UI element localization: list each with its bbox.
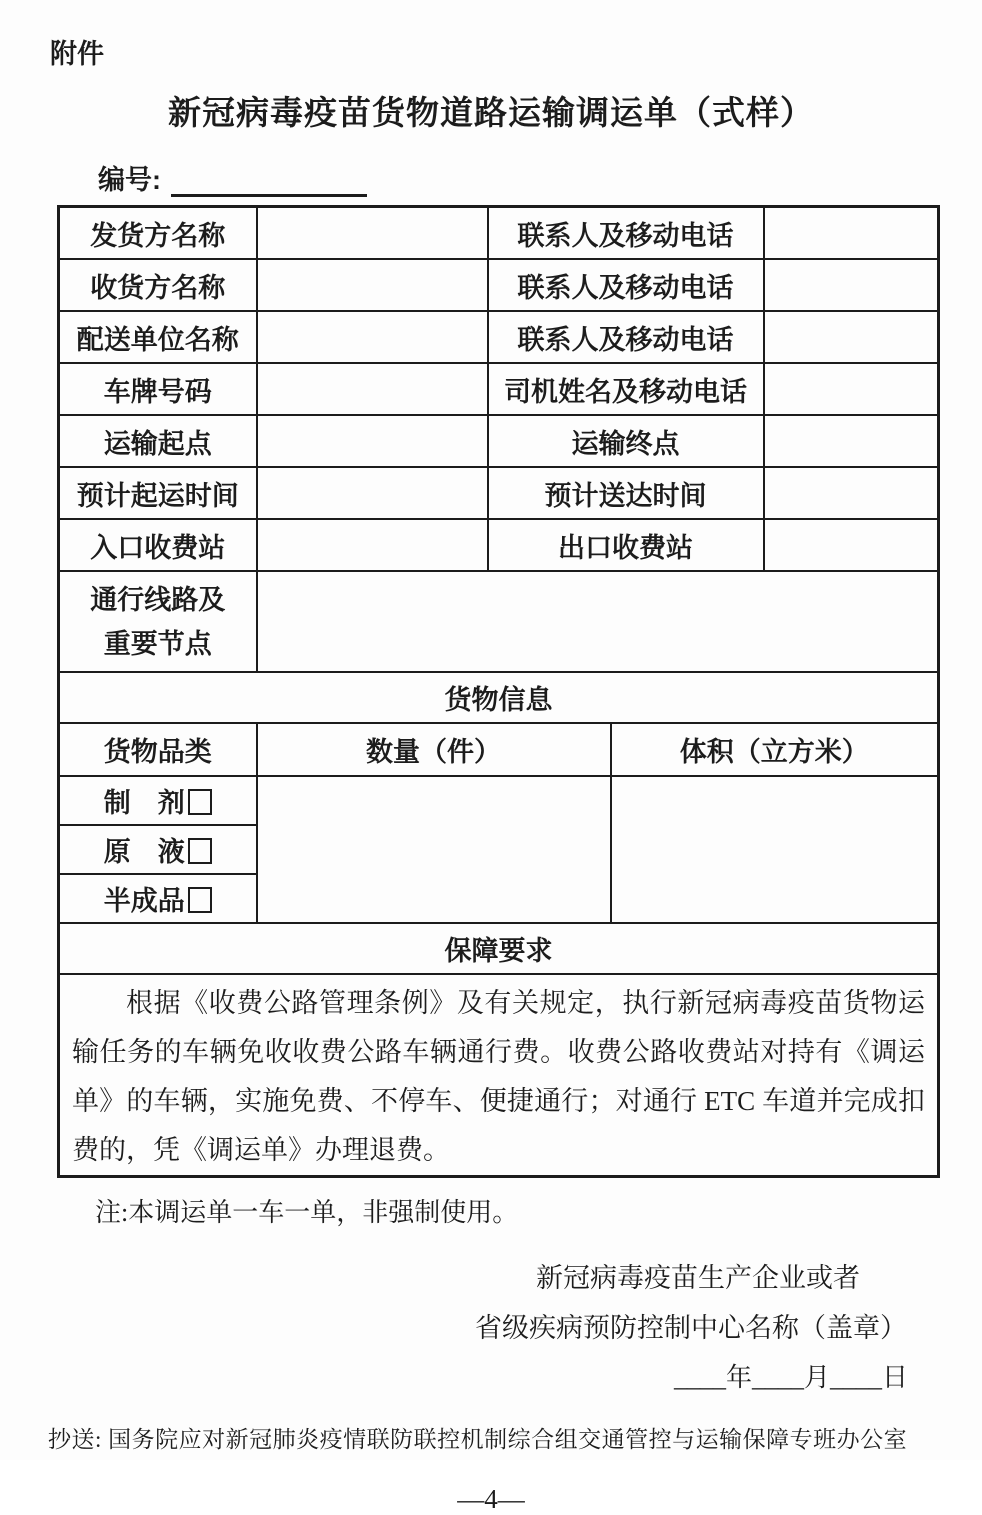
label-arrival-time: 预计送达时间: [488, 467, 764, 519]
page-title: 新冠病毒疫苗货物道路运输调运单（式样）: [168, 94, 814, 131]
row-cargo-columns: [59, 723, 939, 776]
cargo-section-header: 货物信息: [59, 672, 939, 723]
label-consignee-name: 收货方名称: [59, 259, 257, 311]
checkbox-icon: [188, 789, 212, 815]
row-times: [59, 467, 939, 519]
value-shipper-contact: [764, 207, 939, 260]
label-shipper-name: 发货方名称: [59, 207, 257, 260]
value-transport-origin: [257, 415, 488, 467]
row-delivery-unit: [59, 311, 939, 363]
label-exit-toll-station: 出口收费站: [488, 519, 764, 571]
value-shipper-name: [257, 207, 488, 260]
row-pass-route: [59, 571, 939, 672]
label-pass-route-line1: 通行线路及: [90, 584, 226, 615]
signature-block: [0, 1253, 982, 1403]
serial-number-blank: [171, 164, 367, 197]
serial-number-row: [98, 158, 982, 197]
cargo-category-label: 制 剂: [103, 788, 185, 818]
serial-number-label: 编号:: [98, 165, 161, 195]
row-consignee: [59, 259, 939, 311]
label-driver-contact: 司机姓名及移动电话: [488, 363, 764, 415]
value-departure-time: [257, 467, 488, 519]
value-exit-toll-station: [764, 519, 939, 571]
value-quantity: [257, 776, 611, 923]
form-table: [57, 205, 940, 1178]
value-driver-contact: [764, 363, 939, 415]
label-entry-toll-station: 入口收费站: [59, 519, 257, 571]
column-header-quantity: 数量（件）: [257, 723, 611, 776]
column-header-volume: 体积（立方米）: [611, 723, 939, 776]
label-transport-destination: 运输终点: [488, 415, 764, 467]
value-pass-route: [257, 571, 939, 672]
usage-note: 注:本调运单一车一单，非强制使用。: [95, 1198, 519, 1227]
row-guarantee-body: [59, 974, 939, 1177]
row-vehicle: [59, 363, 939, 415]
cargo-category-label: 原 液: [103, 837, 185, 867]
checkbox-icon: [188, 887, 212, 913]
label-departure-time: 预计起运时间: [59, 467, 257, 519]
label-shipper-contact: 联系人及移动电话: [488, 207, 764, 260]
cargo-category-label: 半成品: [103, 886, 185, 916]
label-delivery-unit-contact: 联系人及移动电话: [488, 311, 764, 363]
value-consignee-name: [257, 259, 488, 311]
signer-line-1: 新冠病毒疫苗生产企业或者: [536, 1263, 860, 1293]
row-shipper: [59, 207, 939, 260]
attachment-label: 附件: [50, 39, 104, 69]
value-arrival-time: [764, 467, 939, 519]
value-plate-number: [257, 363, 488, 415]
value-volume: [611, 776, 939, 923]
label-consignee-contact: 联系人及移动电话: [488, 259, 764, 311]
value-transport-destination: [764, 415, 939, 467]
label-pass-route-line2: 重要节点: [103, 628, 212, 659]
label-transport-origin: 运输起点: [59, 415, 257, 467]
guarantee-body-cell: [59, 974, 939, 1177]
row-endpoints: [59, 415, 939, 467]
row-toll-stations: [59, 519, 939, 571]
guarantee-body-text: 根据《收费公路管理条例》及有关规定，执行新冠病毒疫苗货物运输任务的车辆免收收费公路车辆通行费。收费公路收费站对持有《调运单》的车辆，实施免费、不停车、便捷通行；对通行 ETC 车道并完成扣费的，凭《调运单》办理退费。: [72, 988, 925, 1165]
label-plate-number: 车牌号码: [59, 363, 257, 415]
guarantee-section-header: 保障要求: [59, 923, 939, 974]
row-guarantee-section-header: [59, 923, 939, 974]
value-entry-toll-station: [257, 519, 488, 571]
date-blank-line: ____年____月____日: [673, 1363, 908, 1392]
column-header-cargo-category: 货物品类: [59, 723, 257, 776]
page-number: —4—: [457, 1484, 525, 1514]
checkbox-icon: [188, 838, 212, 864]
row-cargo-preparation: [59, 776, 939, 825]
value-delivery-unit-contact: [764, 311, 939, 363]
label-pass-route: [59, 571, 257, 672]
label-delivery-unit-name: 配送单位名称: [59, 311, 257, 363]
cargo-category-preparation: [59, 776, 257, 825]
cargo-category-stock-solution: [59, 825, 257, 874]
cc-line: 抄送: 国务院应对新冠肺炎疫情联防联控机制综合组交通管控与运输保障专班办公室: [48, 1427, 908, 1452]
value-delivery-unit-name: [257, 311, 488, 363]
signer-line-2: 省级疾病预防控制中心名称（盖章）: [475, 1313, 907, 1343]
value-consignee-contact: [764, 259, 939, 311]
row-cargo-section-header: [59, 672, 939, 723]
cargo-category-semi-finished: [59, 874, 257, 923]
